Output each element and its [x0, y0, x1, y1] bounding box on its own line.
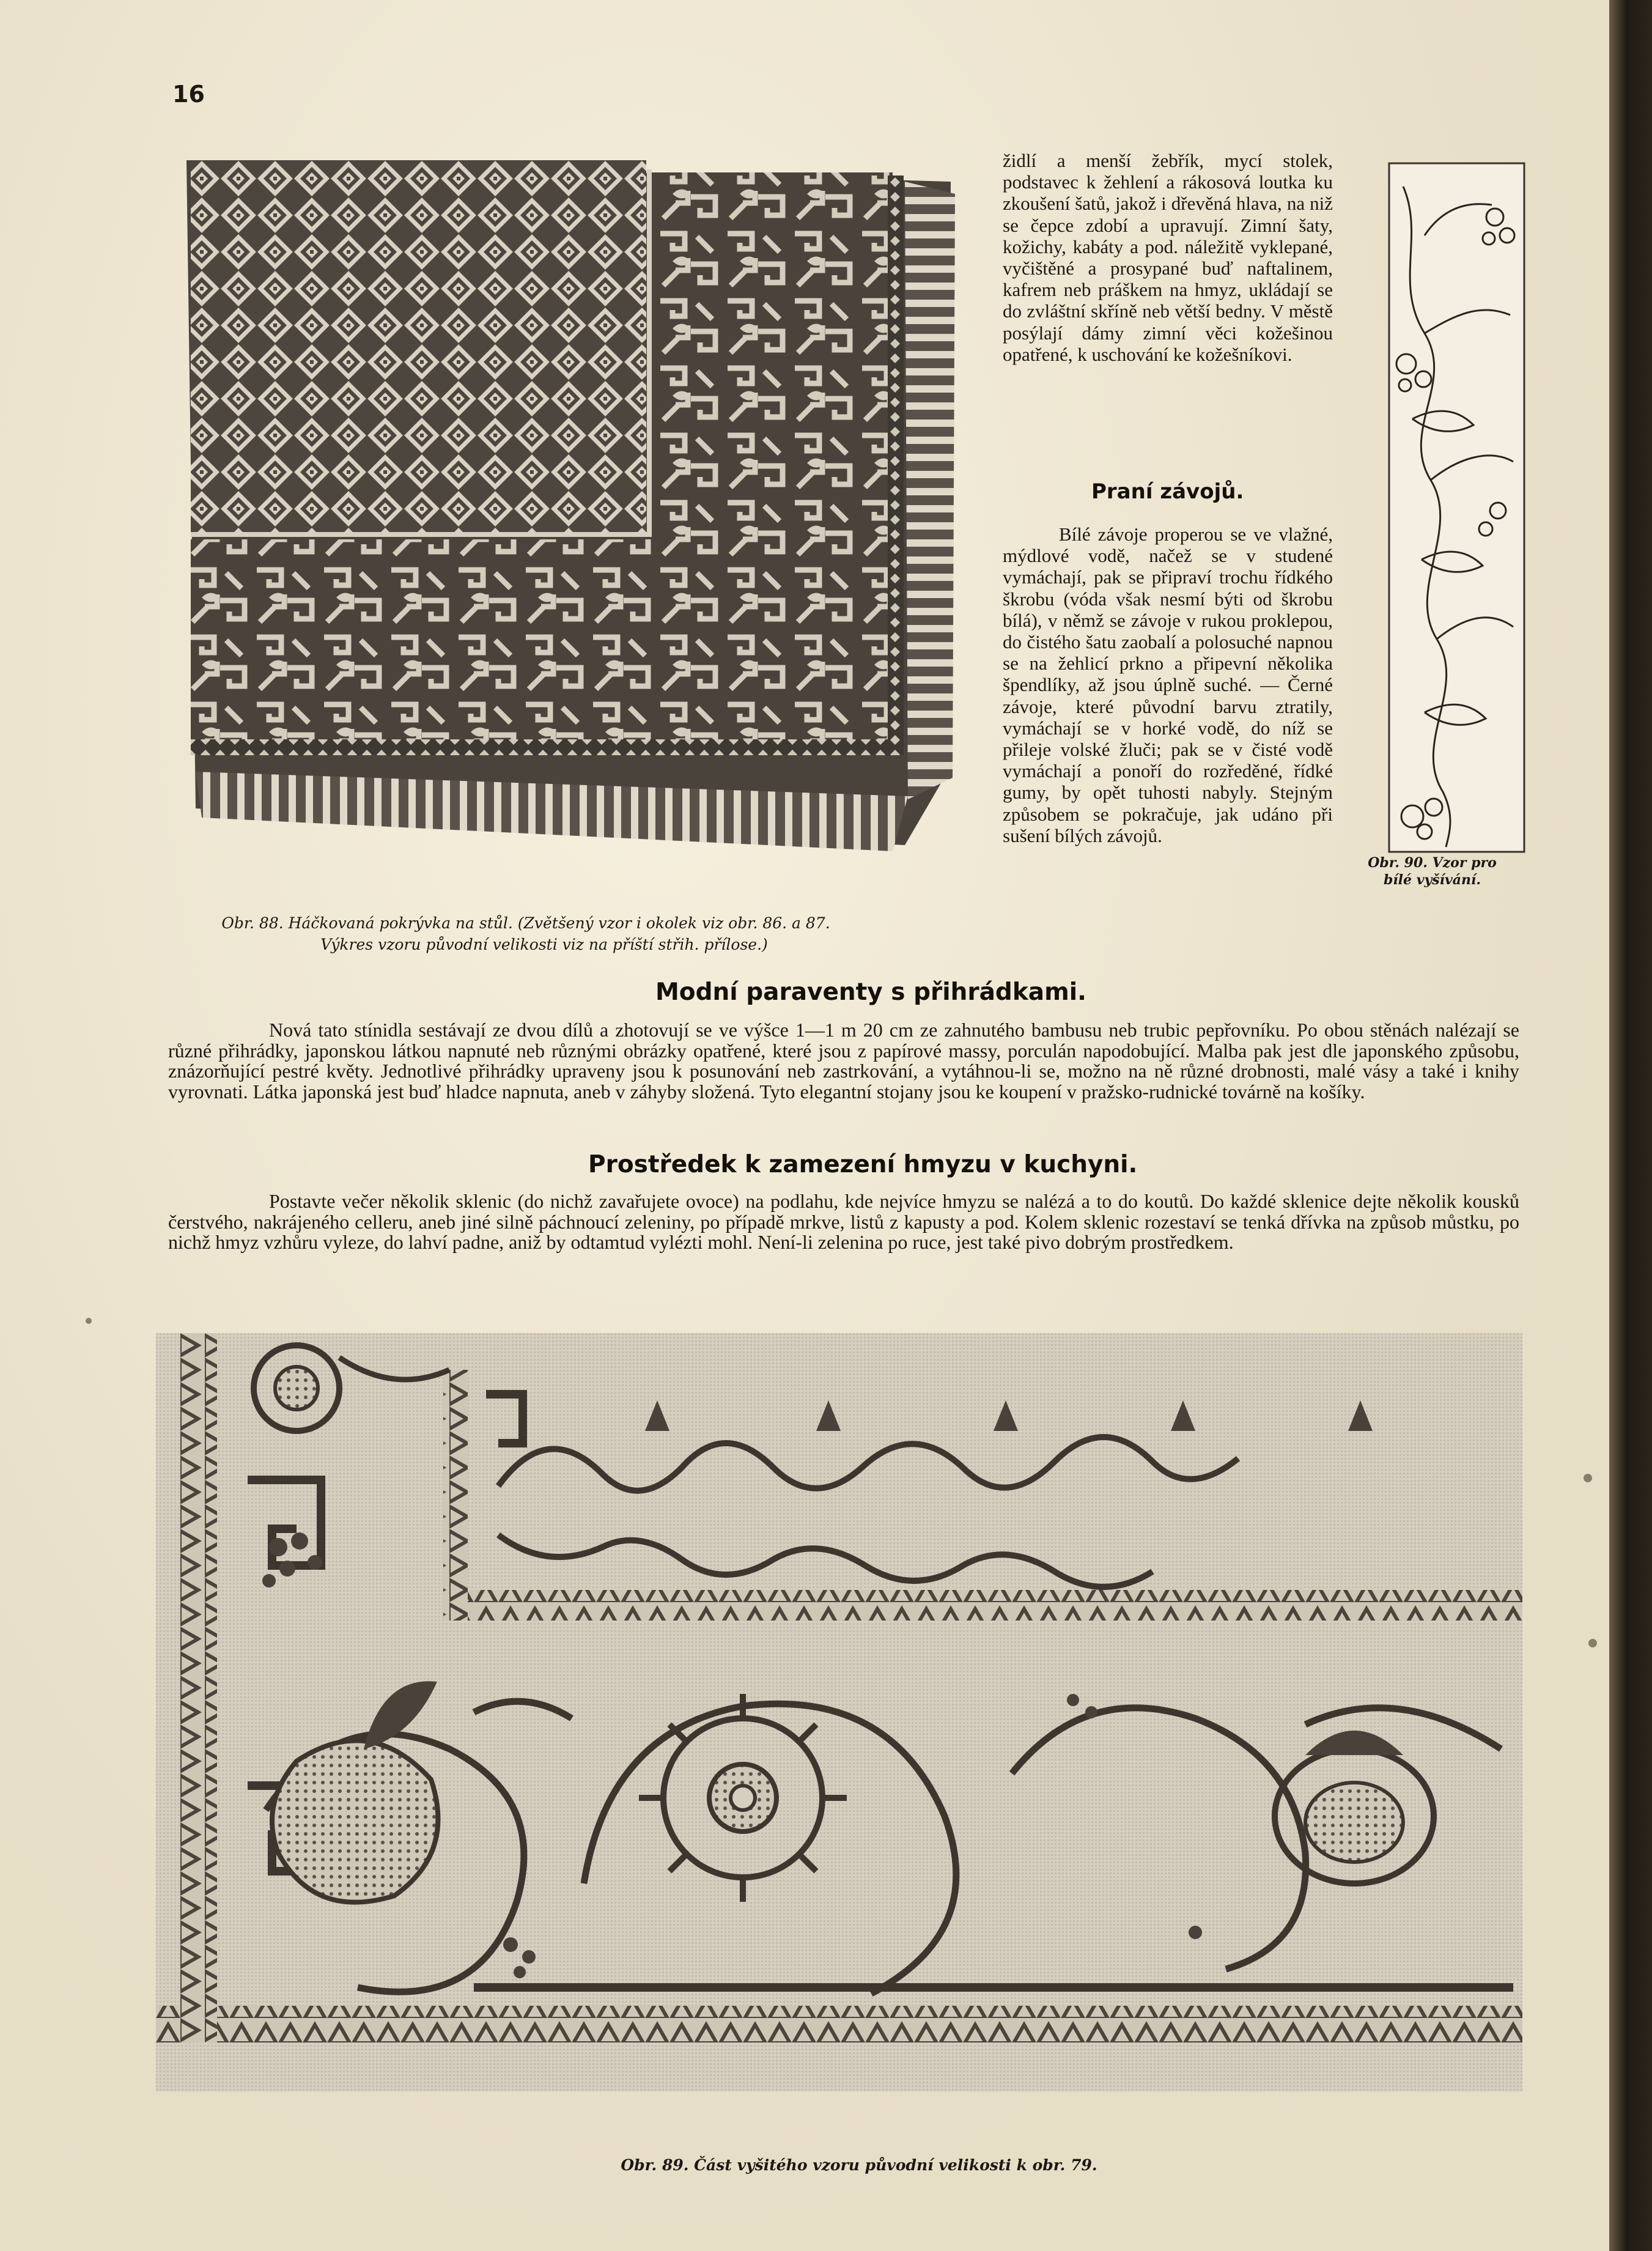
continued-paragraph: židlí a menší žebřík, mycí stolek, podstavec k žehlení a rákosová loutka ku zkoušení šatů, jakož i dřevěná hlava, na niž se čepce zdobí a upravují. Zimní šaty, kožichy, kabáty a pod. náležitě vyklepané, vyčištěné a prosypané buď naftalinem, kafrem neb práškem na hmyz, ukládají se do zvláštní skříně neb větší bedny. V městě posýlají dámy zimní věci kožešinou opatřené, k uschování ke kožešníkovi. — [1003, 150, 1333, 365]
figure-88-caption-line2: Výkres vzoru původní velikosti viz na příští střih. přílose.) — [320, 936, 768, 953]
ink-speck — [1584, 1474, 1592, 1482]
figure-90-caption-line2: bílé vyšívání. — [1383, 872, 1481, 888]
section-heading-prani-zavoju: Praní závojů. — [1091, 479, 1244, 504]
prani-zavoju-paragraph: Bílé závoje properou se ve vlažné, mýdlové vodě, načež se v studené vymáchají, pak se připraví trochu řídkého škrobu (vóda však nesmí býti od škrobu bílá), v němž se závoje v rukou proklepou, do čistého šatu zaobalí a polosuché napnou se na žehlicí prkno a připevní několika špendlíky, až jsou úplně suché. — Černé závoje, které původní barvu ztratily, vymáchají se v horké vodě, do níž se přileje volské žluči; pak se v čisté vodě vymáchají a ponoří do rozředěné, řídké gumy, by opět tuhosti nabyly. Stejným způsobem se pokračuje, jak udáno při sušení bílých závojů. — [1003, 523, 1333, 846]
prostredek-hmyz-paragraph: Postavte večer několik sklenic (do nichž zavařujete ovoce) na podlahu, kde nejvíce hmyzu se nalézá a to do koutů. Do každé sklenice dejte několik kousků čerstvého, nakrájeného celleru, aneb jiné silně páchnoucí zeleniny, po případě mrkve, listů z kapusty a pod. Kolem sklenic rozestaví se tenká dřívka na způsob můstku, po nichž hmyz vzhůru vyleze, do lahví padne, aniž by odtamtud vylézti mohl. Není-li zelenina po ruce, jest také pivo dobrým prostředkem. — [168, 1190, 1519, 1253]
figure-88-caption-line1: Obr. 88. Háčkovaná pokrývka na stůl. (Zvětšený vzor i okolek viz obr. 86. a 87. — [221, 914, 830, 932]
figure-90-caption-line1: Obr. 90. Vzor pro — [1368, 855, 1497, 871]
page-number: 16 — [172, 81, 205, 108]
section-heading-prostredek-hmyz: Prostředek k zamezení hmyzu v kuchyni. — [588, 1151, 1138, 1178]
page-edge-shadow — [1609, 0, 1652, 2251]
figure-89-caption: Obr. 89. Část vyšitého vzoru původní velikosti k obr. 79. — [621, 2156, 1097, 2174]
ink-speck — [86, 1318, 92, 1324]
crochet-tablecover-photo — [183, 160, 960, 857]
section-heading-modni-paraventy: Modní paraventy s přihrádkami. — [655, 978, 1086, 1006]
white-embroidery-pattern-illustration — [1388, 162, 1525, 853]
ink-speck — [1588, 1639, 1597, 1647]
modni-paraventy-paragraph: Nová tato stínidla sestávají ze dvou dílů a zhotovují se ve výšce 1—1 m 20 cm ze zahnutého bambusu neb trubic pepřovníku. Po obou stěnách nalézají se různé přihrádky, japonskou látkou napnuté neb různými obrázky opatřené, které jsou z papírové massy, porculán napodobující. Malba pak jest dle japonského způsobu, znázorňující pestré květy. Jednotlivé přihrádky upraveny jsou k posunování neb zastrkování, a vytáhnou-li se, možno na ně různé drobnosti, malé vásy a také i knihy vyrovnati. Látka japonská jest buď hladce napnuta, aneb v záhyby složená. Tyto elegantní stojany jsou ke koupení v pražsko-rudnické továrně na košíky. — [168, 1019, 1519, 1103]
figure-90-caption — [1354, 854, 1510, 889]
embroidery-pattern-photo — [156, 1333, 1522, 2091]
figure-88-caption — [174, 912, 877, 955]
